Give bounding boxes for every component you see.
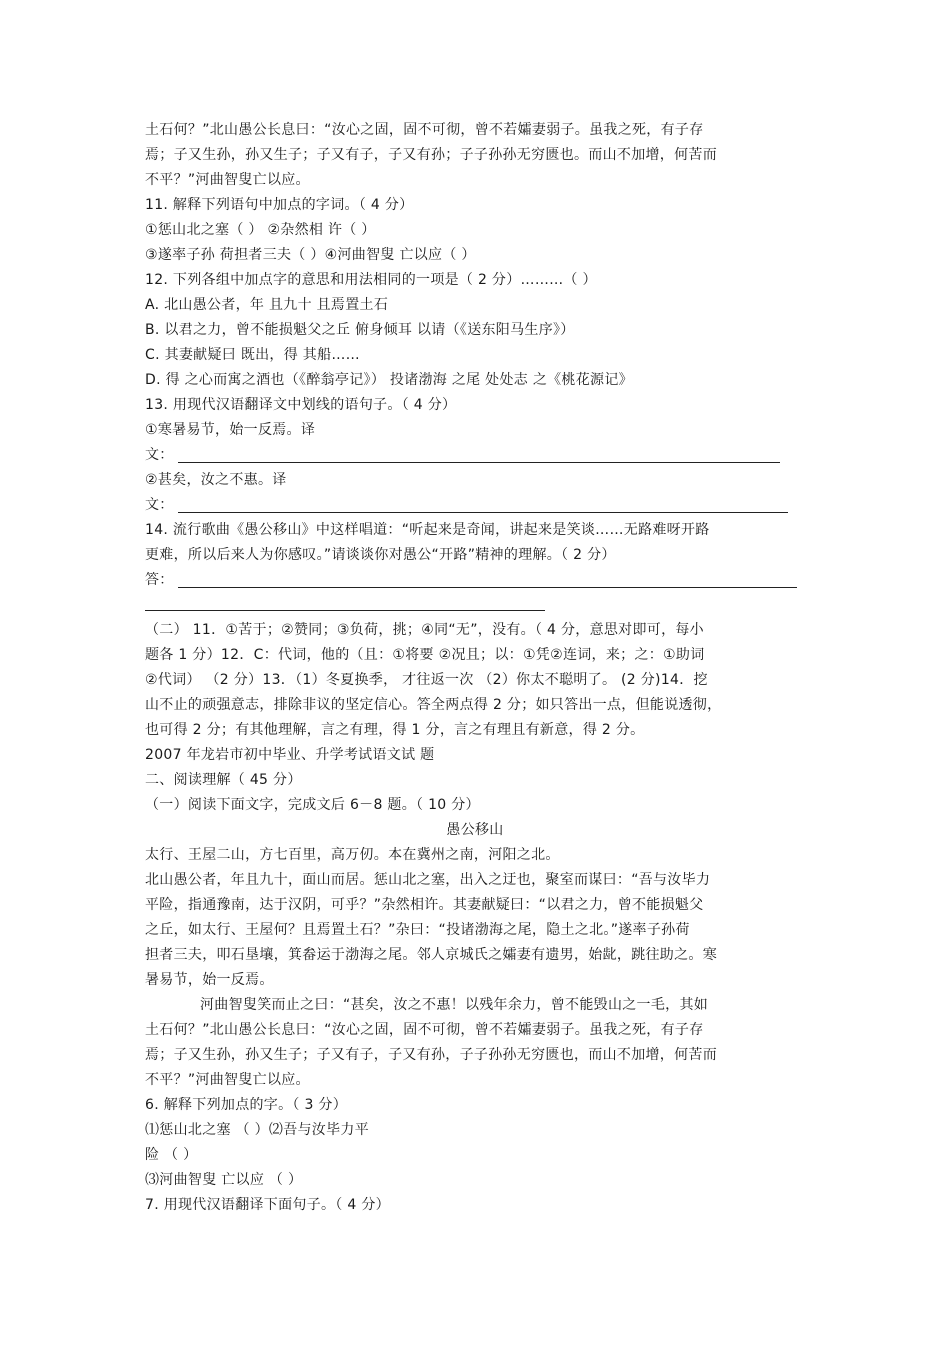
- answer-label: 文：: [145, 497, 174, 513]
- option-b: B. 以君之力，曾不能损魁父之丘 俯身倾耳 以请（《送东阳马生序》）: [145, 322, 575, 338]
- passage-line: 暑易节，始一反焉。: [145, 972, 274, 988]
- text-line: ②甚矣，汝之不惠。译: [145, 472, 287, 488]
- exam-title: 2007 年龙岩市初中毕业、升学考试语文试 题: [145, 747, 435, 763]
- option-a: A. 北山愚公者，年 且九十 且焉置土石: [145, 297, 389, 313]
- answer-key-line: （二） 11．①苦于；②赞同；③负荷，挑；④同“无”，没有。（ 4 分，意思对即可，每小: [145, 622, 704, 638]
- passage-line: 河曲智叟笑而止之曰：“甚矣，汝之不惠！以残年余力，曾不能毁山之一毛，其如: [200, 997, 709, 1013]
- text-line: ③遂率子孙 荷担者三夫（ ）④河曲智叟 亡以应（ ）: [145, 247, 476, 263]
- text-line: 土石何？”北山愚公长息曰：“汝心之固，固不可彻，曾不若孀妻弱子。虽我之死，有子存: [145, 122, 704, 138]
- passage-line: 北山愚公者，年且九十，面山而居。惩山北之塞，出入之迂也，聚室而谋曰：“吾与汝毕力: [145, 872, 711, 888]
- text-line: 不平？”河曲智叟亡以应。: [145, 172, 310, 188]
- answer-label: 文：: [145, 447, 174, 463]
- section-divider: [145, 610, 545, 611]
- section-heading: 二、阅读理解（ 45 分）: [145, 772, 302, 788]
- answer-line: [178, 512, 788, 513]
- answer-line: [178, 462, 780, 463]
- text-line: ⑴惩山北之塞 （ ）⑵吾与汝毕力平: [145, 1122, 369, 1138]
- answer-label: 答：: [145, 572, 174, 588]
- passage-title: 愚公移山: [446, 822, 504, 838]
- passage-line: 太行、王屋二山，方七百里，高万仞。本在冀州之南，河阳之北。: [145, 847, 560, 863]
- question-14: 14. 流行歌曲《愚公移山》中这样唱道：“听起来是奇闻，讲起来是笑谈……无路难呀开路: [145, 522, 710, 538]
- passage-line: 之丘，如太行、王屋何？且焉置土石？”杂曰：“投诸渤海之尾，隐土之北。”遂率子孙荷: [145, 922, 690, 938]
- passage-line: 焉；子又生孙，孙又生子；子又有子，子又有孙，子子孙孙无穷匮也，而山不加增，何苦而: [145, 1047, 717, 1063]
- option-d: D. 得 之心而寓之酒也（《醉翁亭记》） 投诸渤海 之尾 处处志 之《桃花源记》: [145, 372, 633, 388]
- text-line: ①寒暑易节，始一反焉。译: [145, 422, 316, 438]
- answer-key-line: 题各 1 分）12．C：代词，他的（且：①将要 ②况且；以：①凭②连词，来；之：①助词: [145, 647, 705, 663]
- question-13: 13. 用现代汉语翻译文中划线的语句子。（ 4 分）: [145, 397, 457, 413]
- answer-key-line: 山不止的顽强意志，排除非议的坚定信心。答全两点得 2 分；如只答出一点，但能说透彻，: [145, 697, 722, 713]
- question-12: 12. 下列各组中加点字的意思和用法相同的一项是（ 2 分）………（ ）: [145, 272, 597, 288]
- passage-line: 土石何？”北山愚公长息曰：“汝心之固，固不可彻，曾不若孀妻弱子。虽我之死，有子存: [145, 1022, 704, 1038]
- text-line: 更难，所以后来人为你感叹。”请谈谈你对愚公“开路”精神的理解。（ 2 分）: [145, 547, 616, 563]
- answer-line: [178, 587, 797, 588]
- answer-key-line: 也可得 2 分；有其他理解，言之有理，得 1 分，言之有理且有新意，得 2 分。: [145, 722, 645, 738]
- question-11: 11. 解释下列语句中加点的字词。（ 4 分）: [145, 197, 414, 213]
- text-line: ⑶河曲智叟 亡以应 （ ）: [145, 1172, 303, 1188]
- text-line: 焉；子又生孙，孙又生子；子又有子，子又有孙；子子孙孙无穷匮也。而山不加增，何苦而: [145, 147, 717, 163]
- passage-line: 不平？”河曲智叟亡以应。: [145, 1072, 310, 1088]
- subsection-heading: （一）阅读下面文字，完成文后 6－8 题。（ 10 分）: [145, 797, 480, 813]
- option-c: C. 其妻献疑曰 既出，得 其船……: [145, 347, 360, 363]
- answer-key-line: ②代词） （2 分）13．（1）冬夏换季， 才往返一次 （2）你太不聪明了。 (2 分)14．挖: [145, 672, 708, 688]
- text-line: 险 （ ）: [145, 1147, 198, 1163]
- passage-line: 平险，指通豫南，达于汉阴，可乎？”杂然相许。其妻献疑曰：“以君之力，曾不能损魁父: [145, 897, 704, 913]
- question-7: 7. 用现代汉语翻译下面句子。（ 4 分）: [145, 1197, 390, 1213]
- passage-line: 担者三夫，叩石垦壤，箕畚运于渤海之尾。邻人京城氏之孀妻有遗男，始龀，跳往助之。寒: [145, 947, 717, 963]
- text-line: ①惩山北之塞（ ） ②杂然相 许（ ）: [145, 222, 376, 238]
- question-6: 6. 解释下列加点的字。（ 3 分）: [145, 1097, 348, 1113]
